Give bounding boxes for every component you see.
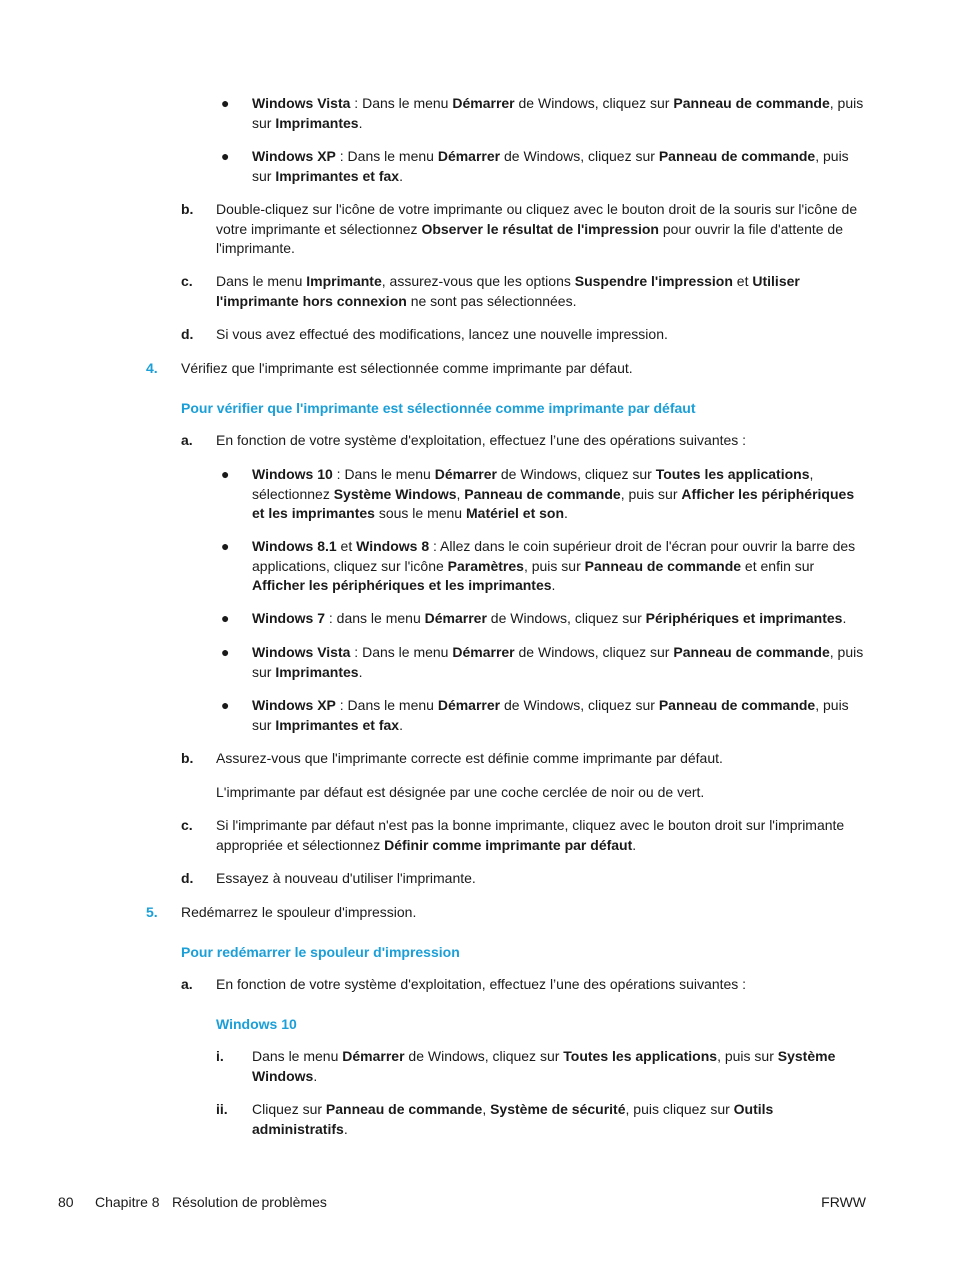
- text-run: de Windows, cliquez sur: [486, 610, 646, 626]
- text-run: : Dans le menu: [335, 148, 438, 164]
- section-heading-default-printer: Pour vérifier que l'imprimante est sélectionnée comme imprimante par défaut: [181, 400, 696, 416]
- text-run: En fonction de votre système d'exploitation, effectuez l’une des opérations suivantes :: [216, 976, 747, 992]
- bold-term: Panneau de commande: [673, 644, 830, 660]
- bold-term: Utiliser l'imprimante hors connexion: [216, 273, 800, 309]
- step-marker-a: a.: [181, 432, 193, 448]
- bullet-glyph: ●: [221, 466, 230, 482]
- subheading-windows-10: Windows 10: [216, 1016, 297, 1032]
- bold-term: Démarrer: [452, 95, 515, 111]
- text-run: : Dans le menu: [350, 644, 453, 660]
- bold-term: Afficher les périphériques et les imprimantes: [252, 577, 552, 593]
- bold-term: Panneau de commande: [325, 1101, 483, 1117]
- text-run: .: [632, 836, 637, 853]
- text-run: En fonction de votre système d'exploitation, effectuez l’une des opérations suivantes :: [216, 432, 747, 448]
- bold-term: Imprimantes: [275, 114, 359, 131]
- step-marker-d: d.: [181, 326, 194, 342]
- text-run: : Dans le menu: [332, 466, 435, 482]
- bold-term: Panneau de commande: [658, 697, 816, 713]
- bullet-glyph: ●: [221, 95, 230, 111]
- bullet-windows-7: [252, 609, 866, 629]
- bold-term: Démarrer: [437, 148, 501, 164]
- step-d-text: [216, 325, 866, 345]
- bold-term: Windows XP: [252, 148, 336, 164]
- text-run: de Windows, cliquez sur: [496, 466, 656, 482]
- step-marker-ii: ii.: [216, 1101, 228, 1117]
- text-run: .: [551, 577, 556, 593]
- step-marker-i: i.: [216, 1048, 224, 1064]
- step-d2-text: [216, 869, 866, 889]
- step-5-text: [181, 903, 866, 923]
- text-run: ne sont pas sélectionnées.: [406, 292, 577, 309]
- text-run: de Windows, cliquez sur: [500, 697, 659, 713]
- bold-term: Windows Vista: [252, 95, 351, 111]
- text-run: ,: [482, 1101, 491, 1117]
- text-run: Si vous avez effectué des modifications, lancez une nouvelle impression.: [216, 326, 668, 342]
- text-run: de Windows, cliquez sur: [500, 148, 659, 164]
- bullet-windows-vista-2: [252, 643, 866, 682]
- bold-term: Paramètres: [447, 557, 524, 574]
- bold-term: Démarrer: [437, 697, 501, 713]
- bullet-glyph: ●: [221, 538, 230, 554]
- step-i-text: [252, 1047, 866, 1086]
- text-run: Dans le menu: [252, 1048, 343, 1064]
- bullet-glyph: ●: [221, 697, 230, 713]
- bold-term: Suspendre l'impression: [574, 273, 733, 289]
- bold-term: Observer le résultat de l'impression: [421, 220, 659, 237]
- text-run: : Allez dans le coin supérieur droit de l'écran pour ouvrir la barre des applications, cliquez sur l'icône: [252, 538, 856, 574]
- text-run: , sélectionnez: [252, 466, 814, 502]
- text-run: .: [313, 1067, 318, 1084]
- text-run: Assurez-vous que l'imprimante correcte est définie comme imprimante par défaut.: [216, 750, 723, 766]
- section-heading-restart-spooler: Pour redémarrer le spouleur d'impression: [181, 944, 460, 960]
- bold-term: Windows 8.1: [252, 538, 337, 554]
- step-marker-5: 5.: [146, 904, 158, 920]
- bold-term: Windows XP: [252, 697, 336, 713]
- bold-term: Windows 7: [252, 610, 325, 626]
- bold-term: Imprimante: [306, 273, 382, 289]
- footer-chapter-title: Résolution de problèmes: [172, 1194, 327, 1210]
- bullet-windows-xp: [252, 147, 866, 186]
- bullet-glyph: ●: [221, 644, 230, 660]
- text-run: de Windows, cliquez sur: [514, 95, 674, 111]
- step-b2-text: [216, 749, 866, 769]
- bold-term: Panneau de commande: [673, 95, 830, 111]
- text-run: Cliquez sur: [252, 1101, 326, 1117]
- bold-term: Imprimantes: [275, 663, 359, 680]
- bold-term: Toutes les applications: [655, 466, 810, 482]
- text-run: : dans le menu: [325, 610, 425, 626]
- text-run: pour ouvrir la file d'attente de l'imprimante.: [216, 220, 843, 256]
- bullet-glyph: ●: [221, 610, 230, 626]
- text-run: , puis sur: [620, 485, 682, 502]
- bold-term: Démarrer: [342, 1048, 405, 1064]
- bold-term: Windows 8: [356, 538, 430, 554]
- bold-term: Démarrer: [434, 466, 497, 482]
- text-run: , puis sur: [252, 697, 849, 733]
- step-marker-b: b.: [181, 201, 194, 217]
- bold-term: Système Windows: [252, 1048, 836, 1084]
- bullet-windows-10: [252, 465, 866, 524]
- bold-term: Définir comme imprimante par défaut: [384, 836, 633, 853]
- bold-term: Imprimantes et fax: [275, 167, 400, 184]
- text-run: sous le menu: [374, 505, 466, 521]
- text-run: .: [358, 114, 363, 131]
- text-run: .: [343, 1120, 348, 1137]
- step-b2-note: [216, 783, 866, 803]
- step-a-text: [216, 431, 866, 451]
- text-run: L'imprimante par défaut est désignée par une coche cerclée de noir ou de vert.: [216, 784, 705, 800]
- bold-term: Afficher les périphériques et les imprimantes: [252, 485, 855, 521]
- text-run: Redémarrez le spouleur d'impression.: [181, 904, 417, 920]
- text-run: , puis sur: [252, 95, 864, 131]
- bold-term: Windows 10: [252, 466, 333, 482]
- bold-term: Matériel et son: [466, 505, 565, 521]
- text-run: Essayez à nouveau d'utiliser l'imprimante.: [216, 870, 476, 886]
- step-ii-text: [252, 1100, 866, 1139]
- text-run: et: [336, 538, 357, 554]
- text-run: : Dans le menu: [335, 697, 438, 713]
- text-run: .: [399, 716, 403, 733]
- bold-term: Outils administratifs: [252, 1101, 774, 1137]
- bold-term: Panneau de commande: [658, 148, 816, 164]
- bullet-windows-8: [252, 537, 866, 596]
- bold-term: Windows Vista: [252, 644, 351, 660]
- text-run: .: [358, 663, 363, 680]
- bold-term: Système de sécurité: [490, 1101, 626, 1117]
- footer-code: FRWW: [821, 1194, 866, 1210]
- text-run: .: [399, 167, 403, 184]
- text-run: Double-cliquez sur l'icône de votre imprimante ou cliquez avec le bouton droit de la souris sur l'icône de votre imprimante et sélectionnez: [216, 201, 858, 237]
- step-marker-4: 4.: [146, 360, 158, 376]
- bullet-windows-xp-2: [252, 696, 866, 735]
- step-4-text: [181, 359, 866, 379]
- bullet-windows-vista: [252, 94, 866, 133]
- text-run: , puis sur: [252, 148, 849, 184]
- text-run: Vérifiez que l'imprimante est sélectionnée comme imprimante par défaut.: [181, 360, 633, 376]
- text-run: , puis sur: [717, 1048, 778, 1064]
- text-run: et: [732, 273, 753, 289]
- bold-term: Démarrer: [424, 610, 487, 626]
- text-run: .: [842, 610, 847, 626]
- step-marker-a: a.: [181, 976, 193, 992]
- step-c-text: [216, 272, 866, 311]
- text-run: Dans le menu: [216, 273, 307, 289]
- bold-term: Imprimantes et fax: [275, 716, 400, 733]
- text-run: de Windows, cliquez sur: [404, 1048, 564, 1064]
- step-b-text: [216, 200, 866, 259]
- step-marker-b: b.: [181, 750, 194, 766]
- text-run: , puis sur: [252, 644, 864, 680]
- text-run: Si l'imprimante par défaut n'est pas la bonne imprimante, cliquez avec le bouton droit sur l'imprimante appropriée et sélectionnez: [216, 817, 845, 853]
- bold-term: Toutes les applications: [563, 1048, 718, 1064]
- step-marker-c: c.: [181, 273, 193, 289]
- bold-term: Périphériques et imprimantes: [645, 610, 843, 626]
- step-a3-text: [216, 975, 866, 995]
- footer-chapter: Chapitre 8: [95, 1194, 160, 1210]
- text-run: de Windows, cliquez sur: [514, 644, 674, 660]
- step-marker-c: c.: [181, 817, 193, 833]
- step-c2-text: [216, 816, 866, 855]
- bold-term: Système Windows: [333, 485, 457, 502]
- bold-term: Panneau de commande: [464, 485, 621, 502]
- bold-term: Panneau de commande: [584, 557, 742, 574]
- text-run: , assurez-vous que les options: [381, 273, 575, 289]
- text-run: et enfin sur: [741, 557, 815, 574]
- text-run: ,: [456, 485, 465, 502]
- bullet-glyph: ●: [221, 148, 230, 164]
- text-run: , puis cliquez sur: [625, 1101, 734, 1117]
- text-run: .: [564, 505, 568, 521]
- bold-term: Démarrer: [452, 644, 515, 660]
- step-marker-d: d.: [181, 870, 194, 886]
- text-run: , puis sur: [523, 557, 585, 574]
- page-number: 80: [58, 1194, 74, 1210]
- text-run: : Dans le menu: [350, 95, 453, 111]
